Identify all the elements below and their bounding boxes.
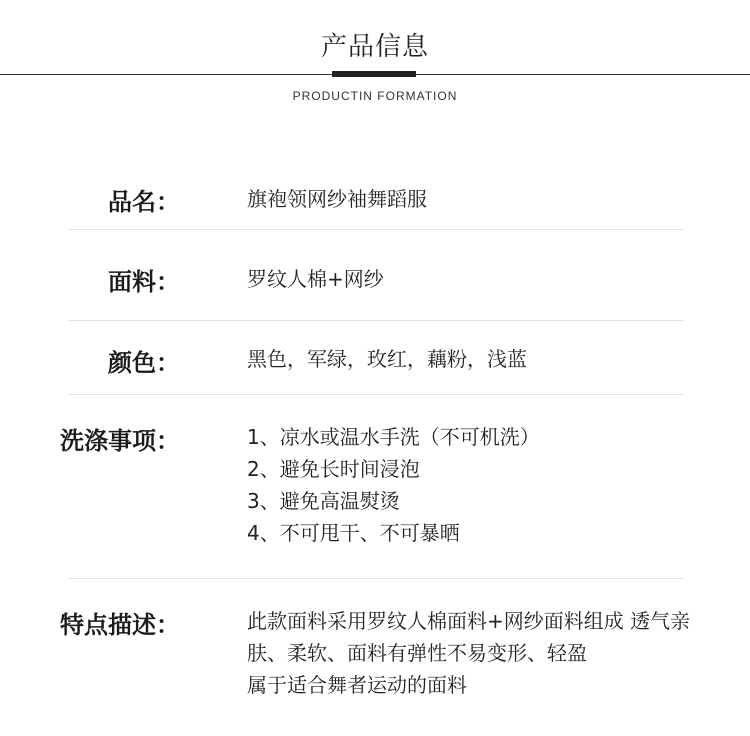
row-divider	[68, 229, 684, 230]
product-name-label-text: 品名	[108, 188, 156, 216]
features-label-text: 特点描述	[60, 611, 156, 639]
features-label	[50, 605, 180, 640]
color-label-text: 颜色	[108, 349, 156, 377]
care-value	[247, 421, 540, 549]
features-line-3: 属于适合舞者运动的面料	[247, 673, 467, 697]
row-divider	[68, 578, 684, 579]
color-label-colon: ：	[156, 349, 180, 377]
care-line-3: 3、避免高温熨烫	[247, 489, 400, 513]
color-label	[50, 343, 180, 378]
care-line-1: 1、凉水或温水手洗（不可机洗）	[247, 425, 540, 449]
fabric-label-text: 面料	[108, 268, 156, 296]
features-value	[247, 605, 690, 701]
care-label	[50, 421, 180, 456]
fabric-label-colon: ：	[156, 268, 180, 296]
fabric-value	[247, 263, 384, 295]
care-line-4: 4、不可甩干、不可暴晒	[247, 521, 460, 545]
care-label-text: 洗涤事项	[60, 427, 156, 455]
page-title: 产品信息	[320, 32, 429, 62]
features-label-colon: ：	[156, 611, 180, 639]
row-divider	[68, 320, 684, 321]
color-value	[247, 343, 527, 375]
fabric-label	[50, 262, 180, 297]
fabric-line: 罗纹人棉+网纱	[247, 267, 384, 291]
color-line: 黑色，军绿，玫红，藕粉，浅蓝	[247, 347, 527, 371]
features-line-1: 此款面料采用罗纹人棉面料+网纱面料组成 透气亲	[247, 609, 691, 633]
product-name-line: 旗袍领网纱袖舞蹈服	[247, 187, 427, 211]
features-line-2: 肤、柔软、面料有弹性不易变形、轻盈	[247, 641, 587, 665]
care-line-2: 2、避免长时间浸泡	[247, 457, 420, 481]
row-divider	[68, 394, 684, 395]
header-accent-bar	[332, 71, 416, 77]
product-name-label-colon: ：	[156, 188, 180, 216]
product-name-label	[50, 182, 180, 217]
product-name-value	[247, 183, 427, 215]
care-label-colon: ：	[156, 427, 180, 455]
page-subtitle: PRODUCTIN FORMATION	[292, 89, 458, 103]
